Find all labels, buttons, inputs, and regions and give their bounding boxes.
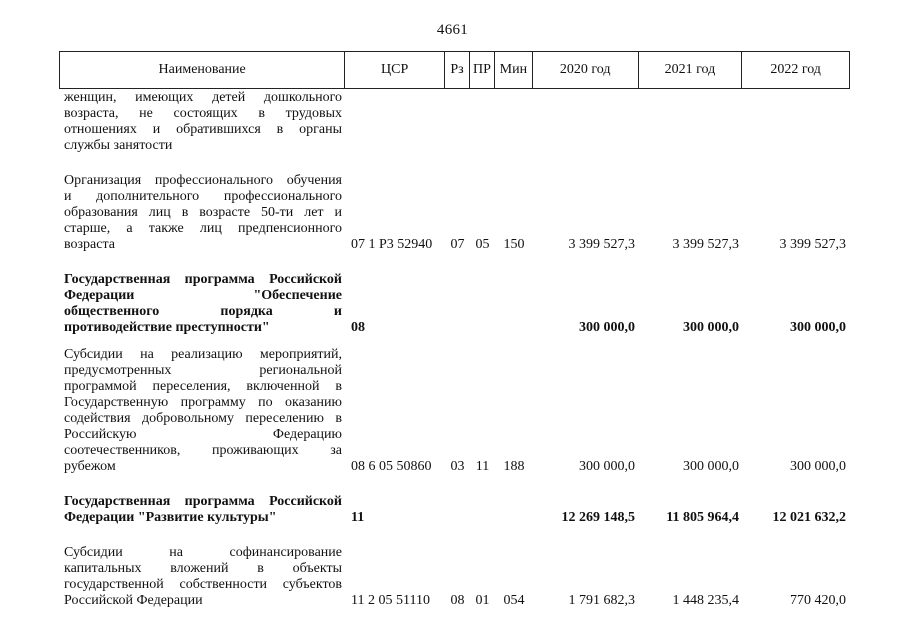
name-line: программой переселения, включенной в xyxy=(64,379,342,394)
row-2021: 300 000,0 xyxy=(683,320,739,335)
row-2020: 3 399 527,3 xyxy=(568,237,635,252)
row-name xyxy=(59,347,345,475)
table-row xyxy=(59,494,850,526)
name-line: соотечественников, проживающих за xyxy=(64,443,342,458)
header-2020: 2020 год xyxy=(533,52,639,88)
name-line: Государственная программа Российской xyxy=(64,494,342,509)
name-line: службы занятости xyxy=(64,138,173,153)
row-name xyxy=(59,494,345,526)
name-line: Федерации "Развитие культуры" xyxy=(64,510,277,525)
table-row xyxy=(59,545,850,609)
row-csr: 11 2 05 51110 xyxy=(351,593,430,608)
name-line: Российской Федерации xyxy=(64,593,203,608)
name-line: общественного порядка и xyxy=(64,304,342,319)
row-2020: 1 791 682,3 xyxy=(568,593,635,608)
page-number: 4661 xyxy=(436,22,469,38)
table-row xyxy=(59,347,850,475)
row-2020: 300 000,0 xyxy=(579,459,635,474)
table-header xyxy=(59,51,850,89)
header-csr: ЦСР xyxy=(345,52,445,88)
header-min: Мин xyxy=(495,52,533,88)
name-line: возраста xyxy=(64,237,115,252)
table-row xyxy=(59,90,850,154)
name-line: противодействие преступности" xyxy=(64,320,270,335)
name-line: содействия добровольному переселению в xyxy=(64,411,342,426)
row-2021: 11 805 964,4 xyxy=(666,510,739,525)
row-min: 054 xyxy=(503,593,525,608)
name-line: возраста, не состоящих в трудовых xyxy=(64,106,342,121)
name-line: Субсидии на софинансирование xyxy=(64,545,342,560)
row-2022: 3 399 527,3 xyxy=(779,237,846,252)
name-line: и дополнительного профессионального xyxy=(64,189,342,204)
row-2021: 1 448 235,4 xyxy=(672,593,739,608)
header-2021: 2021 год xyxy=(639,52,743,88)
name-line: Российскую Федерацию xyxy=(64,427,342,442)
name-line: капитальных вложений в объекты xyxy=(64,561,342,576)
row-name xyxy=(59,90,345,154)
row-name xyxy=(59,272,345,336)
name-line: государственной собственности субъектов xyxy=(64,577,342,592)
table-row xyxy=(59,272,850,336)
name-line: Государственная программа Российской xyxy=(64,272,342,287)
table-body xyxy=(59,89,850,609)
row-csr: 07 1 P3 52940 xyxy=(351,237,433,252)
name-line: образования лиц в возрасте 50-ти лет и xyxy=(64,205,342,220)
header-2022: 2022 год xyxy=(770,62,821,77)
header-pr: ПР xyxy=(470,52,495,88)
name-line: предусмотренных региональной xyxy=(64,363,342,378)
row-name xyxy=(59,545,345,609)
row-pr: 05 xyxy=(475,237,490,252)
row-2022: 770 420,0 xyxy=(790,593,846,608)
row-csr: 11 xyxy=(351,510,365,525)
name-line: женщин, имеющих детей дошкольного xyxy=(64,90,342,105)
row-csr: 08 xyxy=(351,320,365,335)
row-pr: 11 xyxy=(475,459,490,474)
name-line: старше, а также лиц предпенсионного xyxy=(64,221,342,236)
row-name xyxy=(59,173,345,253)
header-rz: Рз xyxy=(445,52,470,88)
row-min: 150 xyxy=(503,237,525,252)
name-line: Государственную программу по оказанию xyxy=(64,395,342,410)
row-rz: 08 xyxy=(450,593,465,608)
row-2020: 12 269 148,5 xyxy=(561,510,635,525)
row-2022: 300 000,0 xyxy=(790,320,846,335)
row-2020: 300 000,0 xyxy=(579,320,635,335)
row-rz: 07 xyxy=(450,237,465,252)
row-rz: 03 xyxy=(450,459,465,474)
name-line: отношениях и обратившихся в органы xyxy=(64,122,342,137)
name-line: Субсидии на реализацию мероприятий, xyxy=(64,347,342,362)
row-2021: 3 399 527,3 xyxy=(672,237,739,252)
row-2021: 300 000,0 xyxy=(683,459,739,474)
row-min: 188 xyxy=(503,459,525,474)
row-2022: 300 000,0 xyxy=(790,459,846,474)
name-line: Федерации "Обеспечение xyxy=(64,288,342,303)
name-line: рубежом xyxy=(64,459,116,474)
table-row xyxy=(59,173,850,253)
row-pr: 01 xyxy=(475,593,490,608)
name-line: Организация профессионального обучения xyxy=(64,173,342,188)
row-csr: 08 6 05 50860 xyxy=(351,459,432,474)
row-2022: 12 021 632,2 xyxy=(772,510,846,525)
header-name: Наименование xyxy=(60,52,345,88)
